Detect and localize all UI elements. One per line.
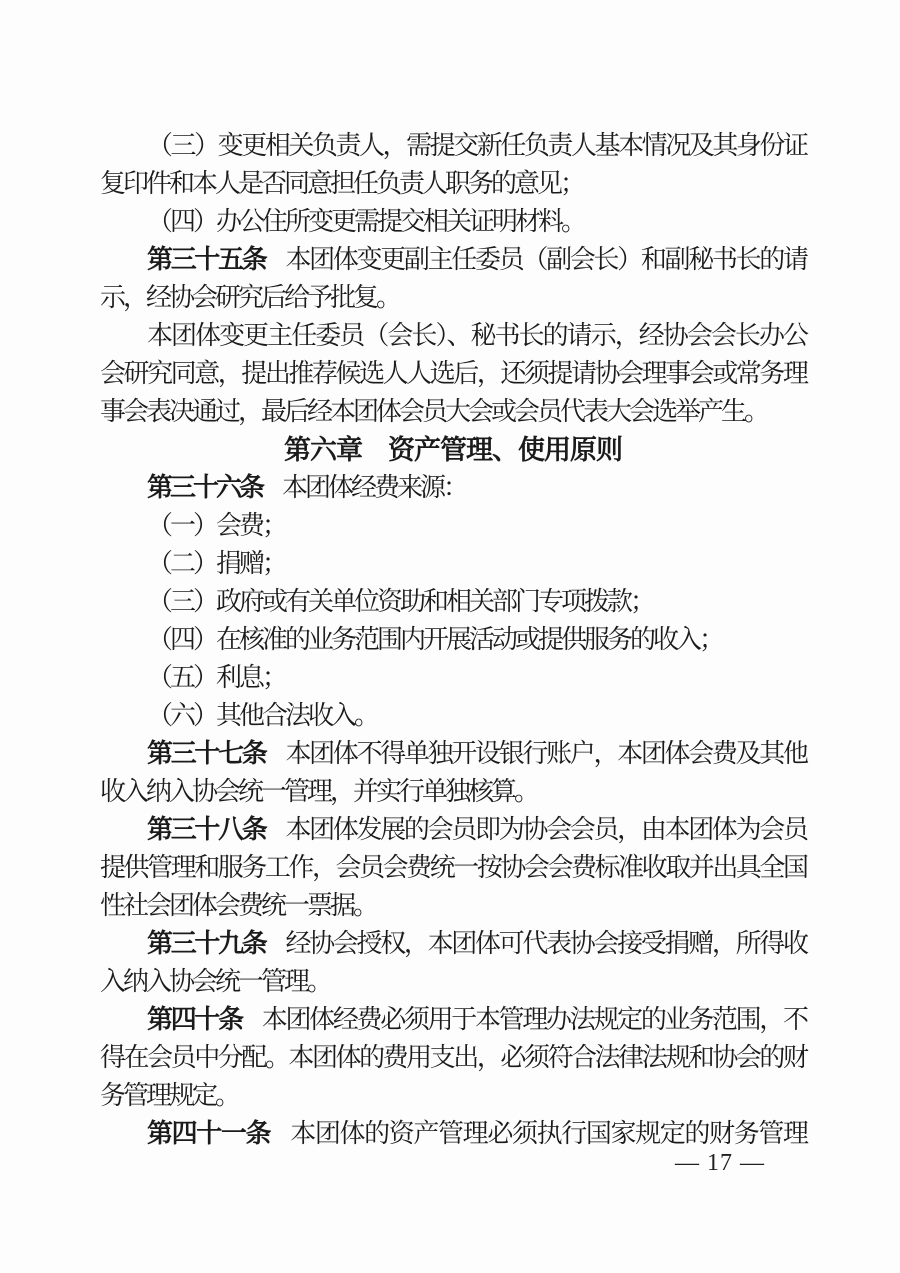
article-number: 第三十七条 bbox=[147, 739, 266, 768]
text-line: 收入纳入协会统一管理，并实行单独核算。 bbox=[100, 777, 538, 806]
article-line bbox=[100, 735, 806, 773]
text-line: 提供管理和服务工作，会员会费统一按协会会费标准收取并出具全国 bbox=[100, 853, 806, 882]
text-line: （六）其他合法收入。 bbox=[147, 701, 378, 730]
article-number: 第四十一条 bbox=[147, 1119, 271, 1148]
article-text: 本团体经费必须用于本管理办法规定的业务范围，不 bbox=[261, 1005, 806, 1034]
text-line: （三）政府或有关单位资助和相关部门专项拨款； bbox=[147, 587, 654, 616]
text-line: （三）变更相关负责人，需提交新任负责人基本情况及其身份证 bbox=[147, 131, 806, 160]
text-line: 得在会员中分配。本团体的费用支出，必须符合法律法规和协会的财 bbox=[100, 1043, 806, 1072]
text-line: 复印件和本人是否同意担任负责人职务的意见； bbox=[100, 169, 584, 198]
article-line bbox=[100, 241, 806, 279]
article-line bbox=[100, 469, 806, 507]
text-line: （四）在核准的业务范围内开展活动或提供服务的收入； bbox=[147, 625, 723, 654]
text-line: （四）办公住所变更需提交相关证明材料。 bbox=[147, 207, 585, 236]
article-text: 本团体变更副主任委员（副会长）和副秘书长的请 bbox=[285, 245, 806, 274]
text-line: 示，经协会研究后给予批复。 bbox=[100, 283, 400, 312]
article-text: 本团体发展的会员即为协会会员，由本团体为会员 bbox=[285, 815, 806, 844]
article-text: 本团体的资产管理必须执行国家规定的财务管理 bbox=[290, 1119, 806, 1148]
text-line: （二）捐赠； bbox=[147, 549, 286, 578]
article-number: 第三十八条 bbox=[147, 815, 266, 844]
article-line bbox=[100, 811, 806, 849]
article-number: 第四十条 bbox=[147, 1005, 242, 1034]
article-line bbox=[100, 925, 806, 963]
text-line: 事会表决通过，最后经本团体会员大会或会员代表大会选举产生。 bbox=[100, 397, 768, 426]
article-text: 本团体不得单独开设银行账户，本团体会费及其他 bbox=[285, 739, 806, 768]
page-number: — 17 — bbox=[675, 1150, 765, 1176]
chapter-heading: 第六章 资产管理、使用原则 bbox=[284, 435, 622, 465]
text-line: 入纳入协会统一管理。 bbox=[100, 967, 331, 996]
document-body bbox=[100, 127, 806, 1153]
article-text: 本团体经费来源： bbox=[282, 473, 467, 502]
article-number: 第三十六条 bbox=[147, 473, 263, 502]
article-number: 第三十五条 bbox=[147, 245, 266, 274]
text-line: 性社会团体会费统一票据。 bbox=[100, 891, 377, 920]
text-line: 本团体变更主任委员（会长）、秘书长的请示，经协会会长办公 bbox=[147, 321, 806, 350]
text-line: （五）利息； bbox=[147, 663, 286, 692]
article-text: 经协会授权，本团体可代表协会接受捐赠，所得收 bbox=[285, 929, 806, 958]
text-line: 务管理规定。 bbox=[100, 1081, 239, 1110]
article-number: 第三十九条 bbox=[147, 929, 266, 958]
text-line: 会研究同意，提出推荐候选人人选后，还须提请协会理事会或常务理 bbox=[100, 359, 806, 388]
text-line: （一）会费； bbox=[147, 511, 286, 540]
article-line bbox=[100, 1001, 806, 1039]
